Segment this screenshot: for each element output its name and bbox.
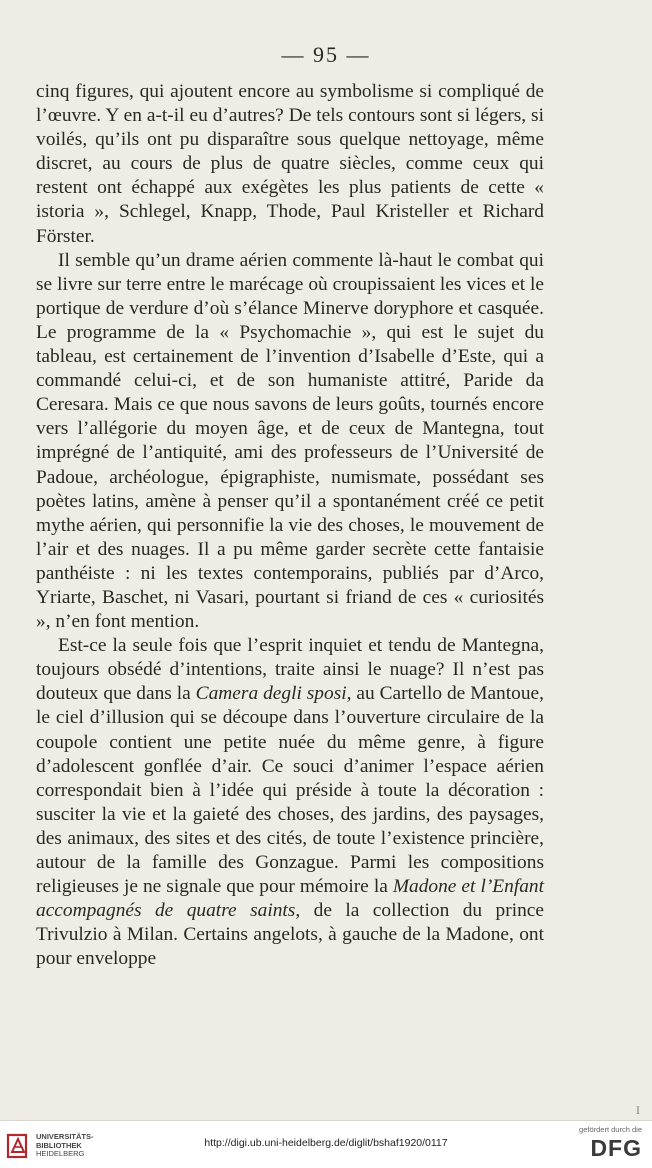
text-run: Il semble qu’un drame aérien commente là-haut le combat qui se livre sur terre entre le marécage où croupissaient les vices et le portique de verdure d’où s’élance Minerve doryphore et casquée. Le programme de la « Psychomachie », qui est le sujet du tableau, est certainement de l’invention d’Isabelle d’Este, qui a commandé celui-ci, et de son humaniste attitré, Paride da Ceresara. Mais ce que nous savons de leurs goûts, tournés encore vers l’allégorie du moyen âge, et de ceux de Mantegna, tout imprégné de l’antiquité, ami des professeurs de l’Université de Padoue, archéologue, épigraphiste, numismate, possédant ses poètes latins, amène à penser qu’il a spontanément créé ce petit mythe aérien, qui personnifie la vie des choses, le mouvement de l’air et des nuages. Il a pu même garder secrète cette fantaisie panthéiste : ni les textes contemporains, publiés par d’Arco, Yriarte, Baschet, ni Vasari, pourtant si friand de ces « curiosités », n’en font mention. <box>36 249 544 633</box>
text-run: , de la collection du prince Trivulzio à Milan. Certains angelots, à gauche de la Madone, ont pour enveloppe <box>36 900 544 970</box>
permalink-url[interactable]: http://digi.ub.uni-heidelberg.de/diglit/bshaf1920/0117 <box>204 1137 448 1149</box>
text-run: Est-ce la seule fois que l’esprit inquiet et tendu de Mantegna, toujours obsédé d’intentions, traite ainsi le nuage? Il n’est pas douteux que dans la <box>36 635 544 705</box>
paragraph <box>36 249 544 635</box>
page-number: — 95 — <box>281 42 371 67</box>
text-run: cinq figures, qui ajoutent encore au symbolisme si compliqué de l’œuvre. Y en a-t-il eu d’autres? De tels contours sont si légers, si voilés, qu’ils ont pu disparaître sous quelque nettoyage, même discret, au cours de plus de quatre siècles, comme ceux qui restent ont échappé aux exégètes les plus patients de cette « istoria », Schlegel, Knapp, Thode, Paul Kristeller et Richard Förster. <box>36 81 544 247</box>
viewer-footer <box>0 1120 652 1168</box>
italic-title: Madone et l’Enfant accompagnés de quatre saints <box>36 876 544 922</box>
italic-title: Camera degli sposi <box>195 683 347 705</box>
library-name-line2: BIBLIOTHEK <box>36 1140 82 1150</box>
paragraph <box>36 634 544 971</box>
dfg-wordmark: DFG <box>590 1135 642 1161</box>
library-name-line1: UNIVERSITÄTS- <box>36 1132 94 1142</box>
paragraph <box>36 80 544 249</box>
body-text <box>36 80 544 971</box>
text-run: , au Cartello de Mantoue, le ciel d’illusion qui se découpe dans l’ouverture circulaire de la coupole contient une petite nuée du même genre, à figure d’adolescent gonflée d’air. Ce souci d’animer l’espace aérien correspondait bien à l’idée qui préside à toute la décoration : susciter la vie et la gaieté des choses, des jardins, des paysages, des animaux, des sites et des cités, de toute l’existence princière, autour de la famille des Gonzague. Parmi les compositions religieuses je ne signale que pour mémoire la <box>36 683 544 898</box>
corner-mark: I <box>636 1106 640 1117</box>
library-name-line3: HEIDELBERG <box>36 1149 85 1159</box>
dfg-logo[interactable] <box>566 1125 642 1165</box>
dfg-funding-note: gefördert durch die <box>579 1125 642 1134</box>
